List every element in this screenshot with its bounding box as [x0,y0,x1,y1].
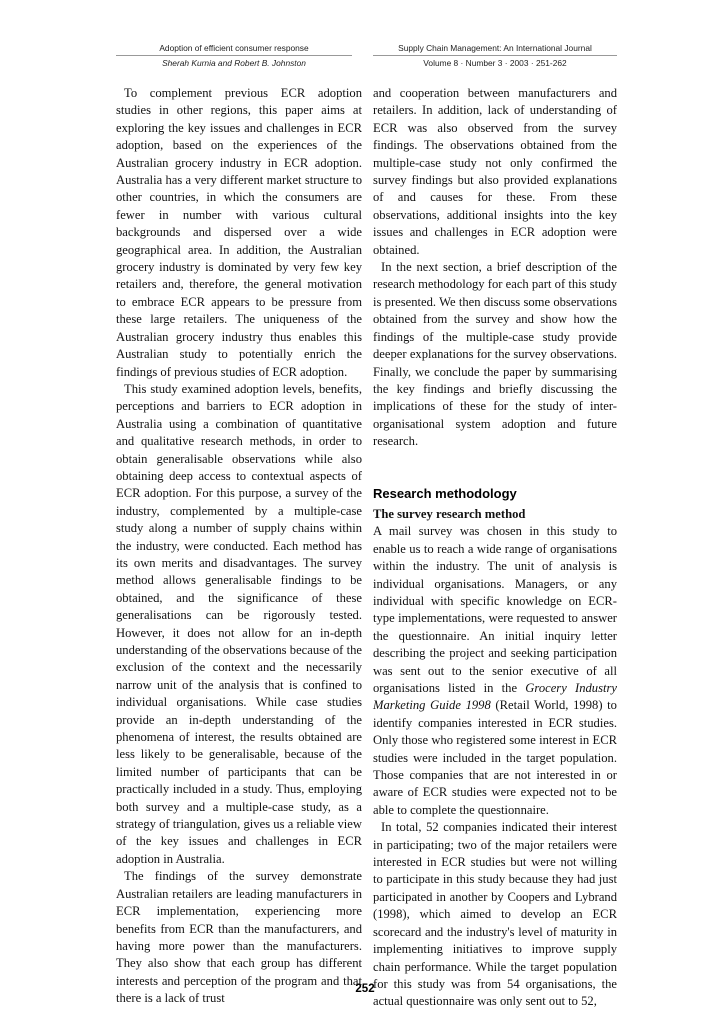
body-text: (Retail World, 1998) to identify companies interested in ECR studies. Only those who registered some interest in ECR studies were included in the target population. Those companies that are not interested in or aware of ECR studies were expected not to be able to complete the questionnaire. [373,698,617,817]
body-paragraph: To complement previous ECR adoption studies in other regions, this paper aims at exploring the key issues and challenges in ECR adoption, based on the experiences of the Australian grocery industry in ECR adoption. Australia has a very different market structure to other countries, in which the consumers are fewer in number with various cultural backgrounds and dispersed over a wide geographical area. In addition, the Australian grocery industry is dominated by very few key retailers and, therefore, the general motivation to embrace ECR appears to be pressure from these large retailers. The uniqueness of the Australian grocery industry thus enables this Australian study to potentially enrich the findings of previous studies of ECR adoption. [116,86,362,379]
right-text-column [373,85,617,1011]
running-header-volume: Volume 8 · Number 3 · 2003 · 251-262 [423,58,567,68]
body-paragraph: The findings of the survey demonstrate Australian retailers are leading manufacturers in ECR implementation, experiencing more benefits from ECR than the manufacturers, and having more power than the manufacturers. They also show that each group has different interests and perception of the program and that there is a lack of trust [116,869,362,1006]
running-header-authors: Sherah Kurnia and Robert B. Johnston [162,58,306,68]
running-header-journal: Supply Chain Management: An International Journal [398,43,592,53]
header-rule-right [373,55,617,56]
body-paragraph: and cooperation between manufacturers and retailers. In addition, lack of understanding of ECR was also observed from the survey findings. The observations obtained from the multiple-case study not only confirmed the survey findings but also provided explanations of and causes for these. From these observations, additional insights into the key issues and challenges in ECR adoption were obtained. [373,86,617,257]
running-header-article-title: Adoption of efficient consumer response [159,43,309,53]
header-rule-left [116,55,352,56]
section-heading: Research methodology [373,485,517,501]
subsection-heading: The survey research method [373,506,526,521]
body-paragraph: In total, 52 companies indicated their interest in participating; two of the major retailers were interested in ECR studies but were not willing to participate in this study because they had just participated in another by Coopers and Lybrand (1998), which aimed to develop an ECR scorecard and the industry's level of maturity in implementing initiatives to improve supply chain performance. While the target population for this study was from 54 organisations, the actual questionnaire was only sent out to 52, [373,820,617,1009]
body-paragraph [373,523,617,819]
page-number: 252 [355,983,375,995]
left-text-column [116,85,362,1008]
body-paragraph: This study examined adoption levels, benefits, perceptions and barriers to ECR adoption in Australia using a combination of quantitative and qualitative research methods, in order to obtain generalisable observations while also obtaining deep access to contextual aspects of ECR adoption. For this purpose, a survey of the industry, complemented by a multiple-case study along a number of supply chains within the industry, were conducted. Each method has its own merits and disadvantages. The survey method allows generalisable findings to be obtained, and the significance of these generalisations can be rigorously tested. However, it does not allow for an in-depth understanding of the observations because of the exclusion of the context and the necessarily narrow unit of the analysis that is confined to individual organisations. While case studies provide an in-depth understanding of the phenomena of interest, the results obtained are less likely to be generalisable, because of the limited number of participants that can be practically included in a study. Thus, employing both survey and a multiple-case study, as a strategy of triangulation, gives us a reliable view of the key issues and challenges in ECR adoption in Australia. [116,381,362,866]
cited-title: Grocery Industry Marketing Guide 1998 [373,681,617,713]
body-paragraph: In the next section, a brief description of the research methodology for each part of this study is presented. We then discuss some observations obtained from the survey and show how the findings of the multiple-case study provide deeper explanations for the survey observations. Finally, we conclude the paper by summarising the key findings and briefly discussing the implications of these for the study of inter-organisational system adoption and future research. [373,260,617,449]
body-text: A mail survey was chosen in this study to enable us to reach a wide range of organisations within the industry. The unit of analysis is individual organisations. Managers, or any individual with specific knowledge on ECR-type implementations, were requested to answer the questionnaire. An initial inquiry letter describing the project and seeking participation was sent out to the senior executive of all organisations listed in the [373,524,617,695]
